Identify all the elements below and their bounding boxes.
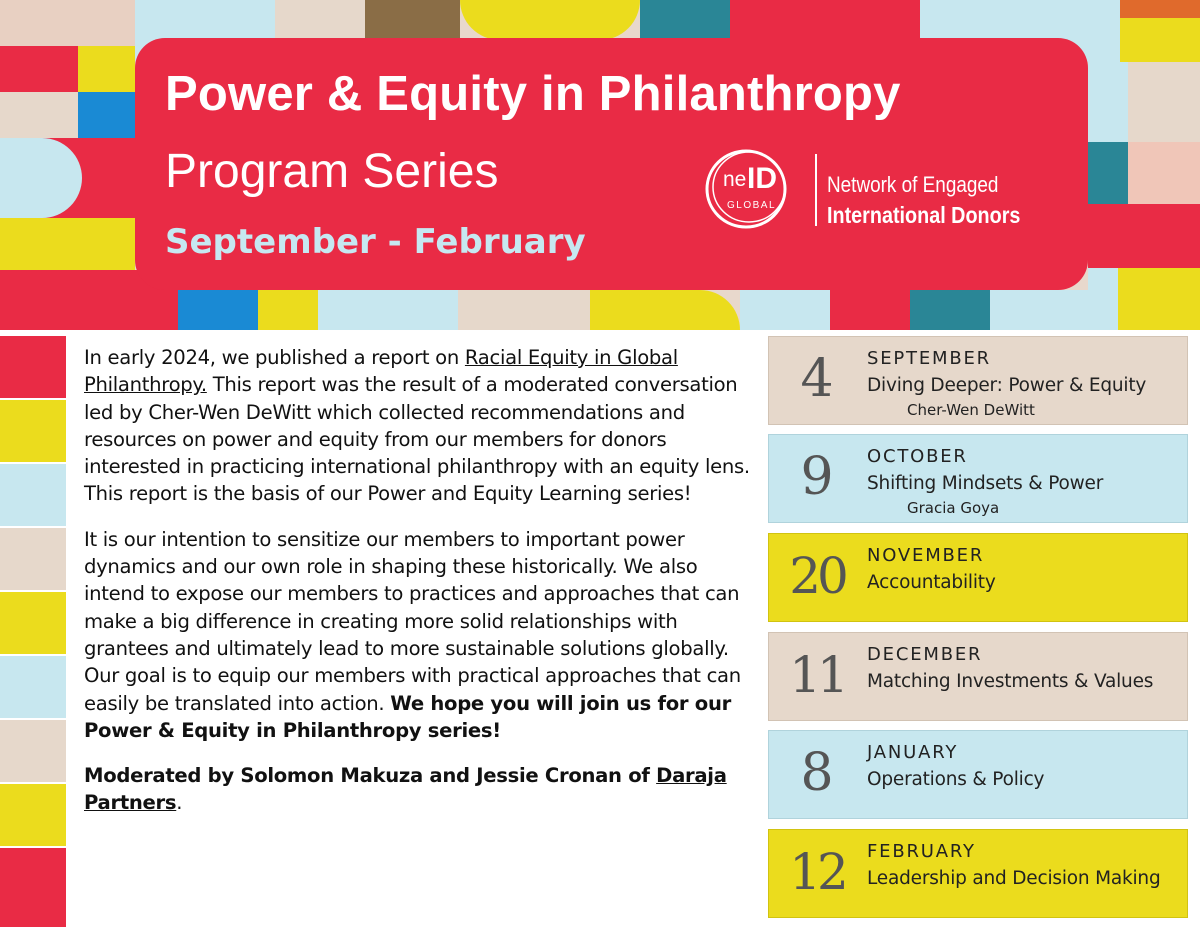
intro-text-span: It is our intention to sensitize our members to important power dynamics and our own role in shaping these historically. We also intend to expose our members to practices and approaches that can make a big difference in creating more solid relationships with grantees and ultimately lead to more sustainable solutions globally. Our goal is to equip our members with practical approaches that can easily be translated into action. xyxy=(84,527,741,715)
moderator-note xyxy=(84,762,764,817)
event-day: 8 xyxy=(800,743,834,803)
logo-mark-id: ID xyxy=(747,162,777,195)
header-banner xyxy=(0,0,1200,330)
decor-block xyxy=(1120,0,1200,18)
decor-block xyxy=(590,290,740,330)
decor-block xyxy=(910,290,990,330)
logo-org-line2: International Donors xyxy=(827,202,1021,228)
decor-block xyxy=(0,0,135,46)
join-us-callout: We hope you will join us for our Power & Equity in Philanthropy series! xyxy=(84,691,731,742)
event-december xyxy=(768,632,1188,721)
decor-block xyxy=(1120,18,1200,62)
event-month: SEPTEMBER xyxy=(867,348,991,369)
decor-block xyxy=(830,290,910,330)
decor-block xyxy=(0,92,78,138)
intro-paragraph-2 xyxy=(84,526,764,744)
decor-block xyxy=(0,400,66,462)
decor-block xyxy=(275,0,365,40)
event-day: 9 xyxy=(800,447,834,507)
intro-text-span: . xyxy=(176,791,183,815)
event-topic: Accountability xyxy=(867,572,996,593)
decor-block xyxy=(365,0,460,40)
event-speaker: Cher-Wen DeWitt xyxy=(907,401,1035,419)
decor-block xyxy=(0,848,66,927)
page-title: Power & Equity in Philanthropy xyxy=(165,67,901,121)
decor-block xyxy=(740,290,830,330)
event-january xyxy=(768,730,1188,819)
racial-equity-report-link[interactable]: Racial Equity in Global Philanthropy. xyxy=(84,346,678,397)
intro-text xyxy=(84,344,764,835)
logo-org-line1: Network of Engaged xyxy=(827,172,999,197)
event-month: DECEMBER xyxy=(867,644,983,665)
logo-divider xyxy=(815,154,817,226)
event-topic: Shifting Mindsets & Power xyxy=(867,473,1104,494)
intro-paragraph-1 xyxy=(84,344,764,508)
logo-mark-ne: ne xyxy=(723,168,747,191)
event-month: FEBRUARY xyxy=(867,841,976,862)
decor-block xyxy=(1088,62,1128,142)
decor-block xyxy=(0,592,66,654)
decor-block xyxy=(0,464,66,526)
decor-block xyxy=(730,0,920,40)
event-september xyxy=(768,336,1188,425)
decor-block xyxy=(1128,142,1200,204)
intro-text-span: This report was the result of a moderated conversation led by Cher-Wen DeWitt which collected recommendations and resources on power and equity from our members for donors interested in practicing international philanthropy with an equity lens. This report is the basis of our Power and Equity Learning series! xyxy=(84,373,750,506)
decor-block xyxy=(990,290,1118,330)
decor-block xyxy=(1088,204,1200,268)
event-month: JANUARY xyxy=(867,742,959,763)
event-day: 20 xyxy=(789,547,845,605)
event-month: OCTOBER xyxy=(867,446,968,467)
decor-block xyxy=(78,92,135,138)
event-day: 11 xyxy=(789,646,845,704)
decor-block xyxy=(460,0,640,40)
decor-block xyxy=(0,656,66,718)
event-topic: Matching Investments & Values xyxy=(867,671,1154,692)
event-topic: Operations & Policy xyxy=(867,769,1045,790)
decor-block xyxy=(0,138,82,218)
decor-block xyxy=(0,784,66,846)
neid-global-logo xyxy=(703,146,1023,236)
decor-block xyxy=(1118,268,1200,330)
moderators-text: Moderated by Solomon Makuza and Jessie Cronan of xyxy=(84,764,657,788)
left-decor-strip xyxy=(0,336,66,927)
decor-block xyxy=(78,46,135,92)
decor-block xyxy=(258,290,318,330)
intro-text-span: In early 2024, we published a report on xyxy=(84,346,465,369)
daraja-partners-link[interactable]: Daraja Partners xyxy=(84,764,727,815)
logo-mark-global: GLOBAL xyxy=(727,200,777,211)
title-card xyxy=(135,38,1088,290)
event-topic: Leadership and Decision Making xyxy=(867,868,1161,889)
event-february xyxy=(768,829,1188,918)
event-speaker: Gracia Goya xyxy=(907,499,1000,517)
decor-block xyxy=(0,720,66,782)
event-october xyxy=(768,434,1188,523)
event-month: NOVEMBER xyxy=(867,545,985,566)
decor-block xyxy=(0,218,135,270)
decor-block xyxy=(0,528,66,590)
decor-block xyxy=(640,0,730,40)
decor-block xyxy=(178,290,258,330)
event-november xyxy=(768,533,1188,622)
event-day: 12 xyxy=(789,843,845,901)
decor-block xyxy=(0,336,66,398)
decor-block xyxy=(318,290,458,330)
event-day: 4 xyxy=(800,349,834,409)
series-dates: September - February xyxy=(165,222,586,262)
decor-block xyxy=(1128,62,1200,142)
event-topic: Diving Deeper: Power & Equity xyxy=(867,375,1147,396)
decor-block xyxy=(0,46,78,92)
page-subtitle: Program Series xyxy=(165,145,499,198)
